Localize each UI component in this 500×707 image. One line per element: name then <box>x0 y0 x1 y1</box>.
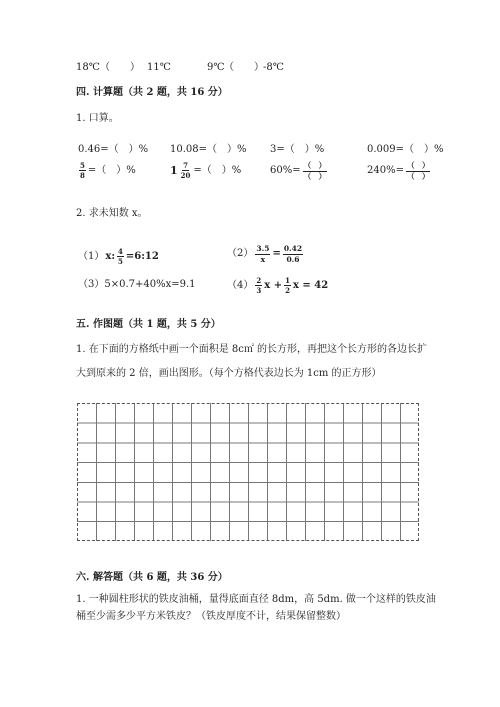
equation-4: （4） $\frac{2}{3}$ x + $\frac{1}{2}$ x = 42 <box>227 276 329 295</box>
fraction: $\frac{( )}{( )}$ <box>303 161 327 181</box>
fraction: $\frac{0.42}{0.6}$ <box>283 244 303 264</box>
question-5-1-line-2: 大到原来的 2 倍，画出图形。（每个方格代表边长为 1cm 的正方形） <box>76 368 382 379</box>
drawing-grid <box>77 403 419 541</box>
oral-calc-item: 10.08=（ ）% <box>170 144 247 155</box>
oral-calc-item: 240%= $\frac{( )}{( )}$ <box>367 161 430 181</box>
temp-minus-8: -8℃ <box>263 62 284 73</box>
oral-calc-item: 60%= $\frac{( )}{( )}$ <box>270 161 327 181</box>
fraction: $\frac{3.5}{x}$ <box>256 244 270 264</box>
fraction: $\frac{7}{20}$ <box>180 161 191 180</box>
question-6-1-line-2: 桶至少需多少平方米铁皮？（铁皮厚度不计，结果保留整数） <box>76 611 346 622</box>
temp-9: 9℃ <box>207 62 225 73</box>
fraction: $\frac{( )}{( )}$ <box>406 161 430 181</box>
oral-calc-item: 3=（ ）% <box>270 144 325 155</box>
fraction: $\frac{5}{8}$ <box>80 161 85 180</box>
section-6-title: 六. 解答题（共 6 题，共 36 分） <box>76 572 228 583</box>
oral-calc-item: $\frac{5}{8}$ =（ ）% <box>80 161 136 180</box>
equation-3: （3）5×0.7+40%x=9.1 <box>78 279 196 290</box>
equation-1: （1） x: $\frac{4}{5}$ =6:12 <box>78 247 159 266</box>
question-5-1-line-1: 1. 在下面的方格纸中画一个面积是 8c㎡ 的长方形，再把这个长方形的各边长扩 <box>76 344 428 355</box>
temp-18: 18℃ <box>76 62 100 73</box>
oral-calc-item: 0.009=（ ）% <box>367 144 444 155</box>
section-5-title: 五. 作图题（共 1 题，共 5 分） <box>76 319 221 330</box>
oral-calc-item: 0.46=（ ）% <box>78 144 149 155</box>
temp-11: 11℃ <box>147 62 171 73</box>
fraction: $\frac{1}{2}$ <box>285 276 290 295</box>
answer-blank: （ ） <box>100 62 140 73</box>
fraction: $\frac{2}{3}$ <box>256 276 262 295</box>
fraction: $\frac{4}{5}$ <box>118 247 123 266</box>
equation-2: （2） $\frac{3.5}{x}$ = $\frac{0.42}{0.6}$ <box>227 244 303 264</box>
question-4-1-label: 1. 口算。 <box>76 113 119 124</box>
oral-calc-item: 1 $\frac{7}{20}$ =（ ）% <box>170 161 242 180</box>
section-4-title: 四. 计算题（共 2 题，共 16 分） <box>76 87 228 98</box>
answer-blank: （ ） <box>224 62 264 73</box>
question-6-1-line-1: 1. 一种圆柱形状的铁皮油桶，量得底面直径 8dm，高 5dm. 做一个这样的铁皮油 <box>76 594 436 605</box>
question-4-2-label: 2. 求未知数 x。 <box>76 208 148 219</box>
